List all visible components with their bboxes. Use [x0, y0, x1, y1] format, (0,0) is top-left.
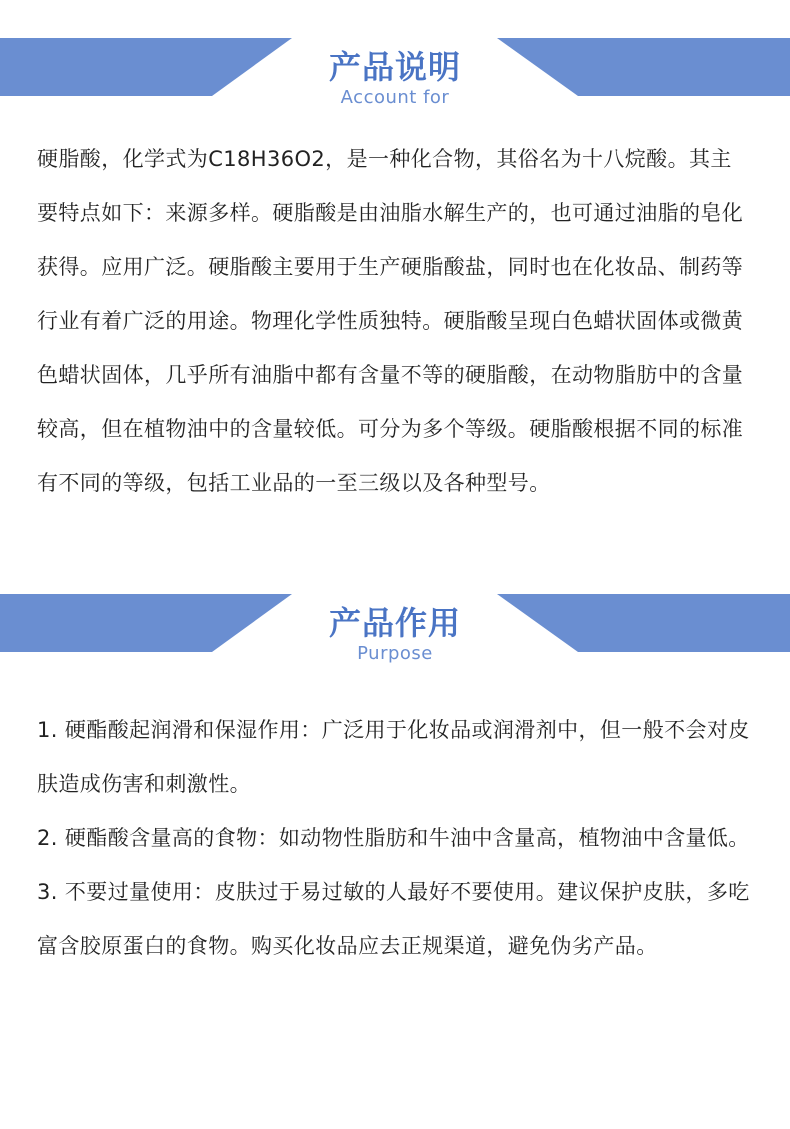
section-title: 产品作用	[328, 604, 461, 642]
section-banner-account-for	[0, 0, 790, 130]
product-purpose-list	[37, 703, 753, 973]
section-title: 产品说明	[328, 48, 461, 86]
section-banner-purpose	[0, 557, 790, 687]
list-item: 2. 硬酯酸含量高的食物：如动物性脂肪和牛油中含量高，植物油中含量低。	[37, 826, 750, 850]
list-item: 1. 硬酯酸起润滑和保湿作用：广泛用于化妆品或润滑剂中，但一般不会对皮肤造成伤害和刺激性。	[37, 718, 750, 796]
product-description-paragraph: 硬脂酸，化学式为C18H36O2，是一种化合物，其俗名为十八烷酸。其主要特点如下：来源多样。硬脂酸是由油脂水解生产的，也可通过油脂的皂化获得。应用广泛。硬脂酸主要用于生产硬脂酸盐，同时也在化妆品、制药等行业有着广泛的用途。物理化学性质独特。硬脂酸呈现白色蜡状固体或微黄色蜡状固体，几乎所有油脂中都有含量不等的硬脂酸，在动物脂肪中的含量较高，但在植物油中的含量较低。可分为多个等级。硬脂酸根据不同的标准有不同的等级，包括工业品的一至三级以及各种型号。	[37, 147, 744, 495]
section-subtitle: Purpose	[357, 643, 433, 664]
section-subtitle: Account for	[340, 87, 450, 108]
list-item: 3. 不要过量使用：皮肤过于易过敏的人最好不要使用。建议保护皮肤，多吃富含胶原蛋白的食物。购买化妆品应去正规渠道，避免伪劣产品。	[37, 880, 750, 958]
